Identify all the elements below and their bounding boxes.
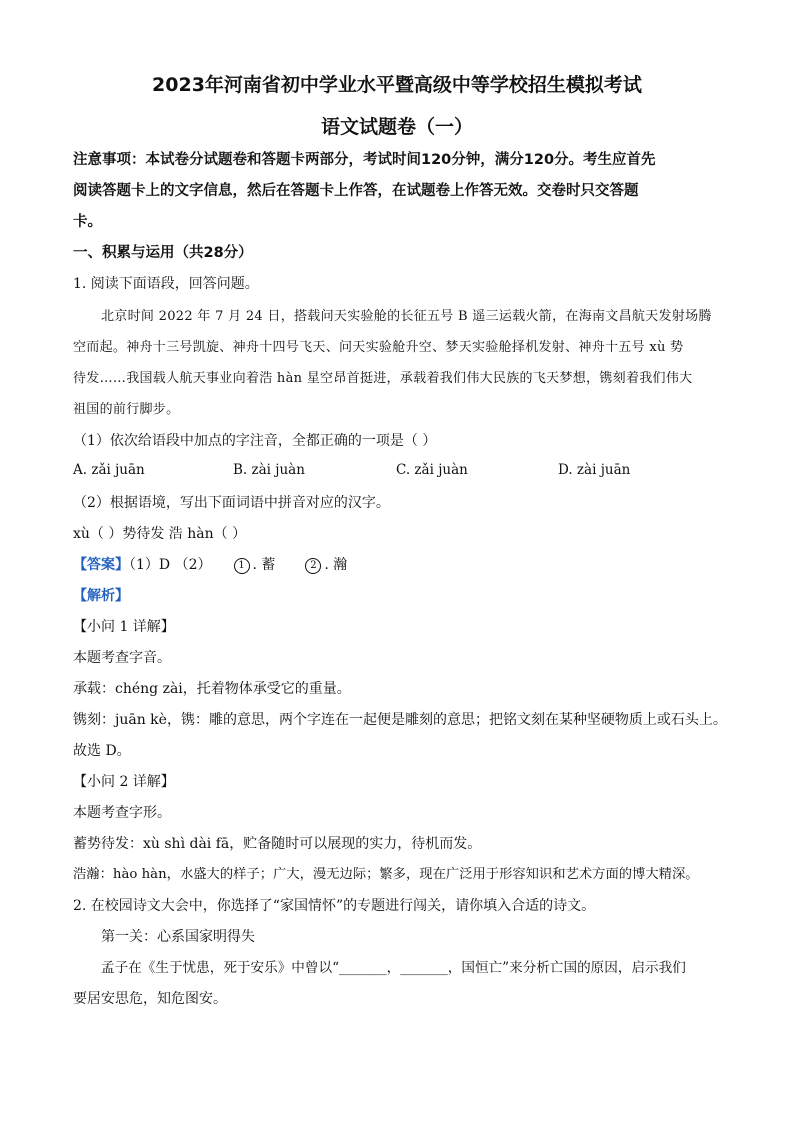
sq1-line-2: 承载：chéng zài，托着物体承受它的重量。 [73,681,351,697]
sub-question-1-label: 【小问 1 详解】 [73,619,175,635]
passage-line-2: 空而起。神舟十三号凯旋、神舟十四号飞天、问天实验舱升空、梦天实验舱择机发射、神舟十五号 xù 势 [73,340,684,355]
q1-sub2: （2）根据语境，写出下面词语中拼音对应的汉字。 [73,495,390,511]
answer-line [73,555,347,575]
passage-line-4: 祖国的前行脚步。 [73,402,180,417]
sq2-line-1: 本题考查字形。 [73,805,171,821]
passage-line-1: 北京时间 2022 年 7 月 24 日，搭载问天实验舱的长征五号 B 遥三运载火箭，在海南文昌航天发射场腾 [101,309,712,324]
q1-prompt: 1. 阅读下面语段，回答问题。 [73,276,259,292]
option-a: A. zǎi juān [73,462,145,478]
sub-question-2-label: 【小问 2 详解】 [73,774,175,790]
q2-line-2: 要居安思危，知危图安。 [73,991,227,1007]
sq2-line-2: 蓄势待发：xù shì dài fā，贮备随时可以展现的实力，待机而发。 [73,836,482,852]
circled-number-1: 1 [234,558,250,574]
q2-line-1: 孟子在《生于忧患，死于安乐》中曾以“_______，_______，国恒亡”来分析亡国的原因，启示我们 [101,960,686,976]
circled-number-2: 2 [305,558,321,574]
answer-item-2: . 瀚 [324,557,348,573]
analysis-label: 【解析】 [73,588,129,604]
notice-line-2: 阅读答题卡上的文字信息，然后在答题卡上作答，在试题卷上作答无效。交卷时只交答题 [73,183,639,199]
exam-title: 2023年河南省初中学业水平暨高级中等学校招生模拟考试 [152,74,642,96]
sq1-line-4: 故选 D。 [73,743,131,759]
sq2-line-3: 浩瀚：hào hàn，水盛大的样子；广大，漫无边际；繁多，现在广泛用于形容知识和艺术方面的博大精深。 [73,867,699,882]
q2-prompt: 2. 在校园诗文大会中，你选择了“家国情怀”的专题进行闯关，请你填入合适的诗文。 [73,898,596,914]
option-c: C. zǎi juàn [396,462,468,478]
section-heading: 一、积累与运用（共28分） [73,245,253,261]
sq1-line-1: 本题考查字音。 [73,650,171,666]
sq1-line-3: 镌刻：juān kè，镌：雕的意思，两个字连在一起便是雕刻的意思；把铭文刻在某种坚硬物质上或石头上。 [73,712,727,728]
exam-subtitle: 语文试题卷（一） [320,116,473,138]
q1-sub1: （1）依次给语段中加点的字注音，全都正确的一项是（ ） [73,433,437,449]
notice-line-1: 注意事项：本试卷分试题卷和答题卡两部分，考试时间120分钟，满分120分。考生应首先 [73,152,656,168]
answer-text: （1）D （2） [129,557,212,573]
option-b: B. zài juàn [233,462,305,478]
option-d: D. zài juān [558,462,631,478]
answer-label: 【答案】 [73,557,129,573]
q2-level-1: 第一关：心系国家明得失 [101,929,255,945]
q1-fill: xù（ ）势待发 浩 hàn（ ） [73,526,247,542]
notice-line-3: 卡。 [73,214,102,230]
passage-line-3: 待发……我国载人航天事业向着浩 hàn 星空昂首挺进，承载着我们伟大民族的飞天梦想，镌刻着我们伟大 [73,371,693,386]
answer-item-1: . 蓄 [252,557,276,573]
